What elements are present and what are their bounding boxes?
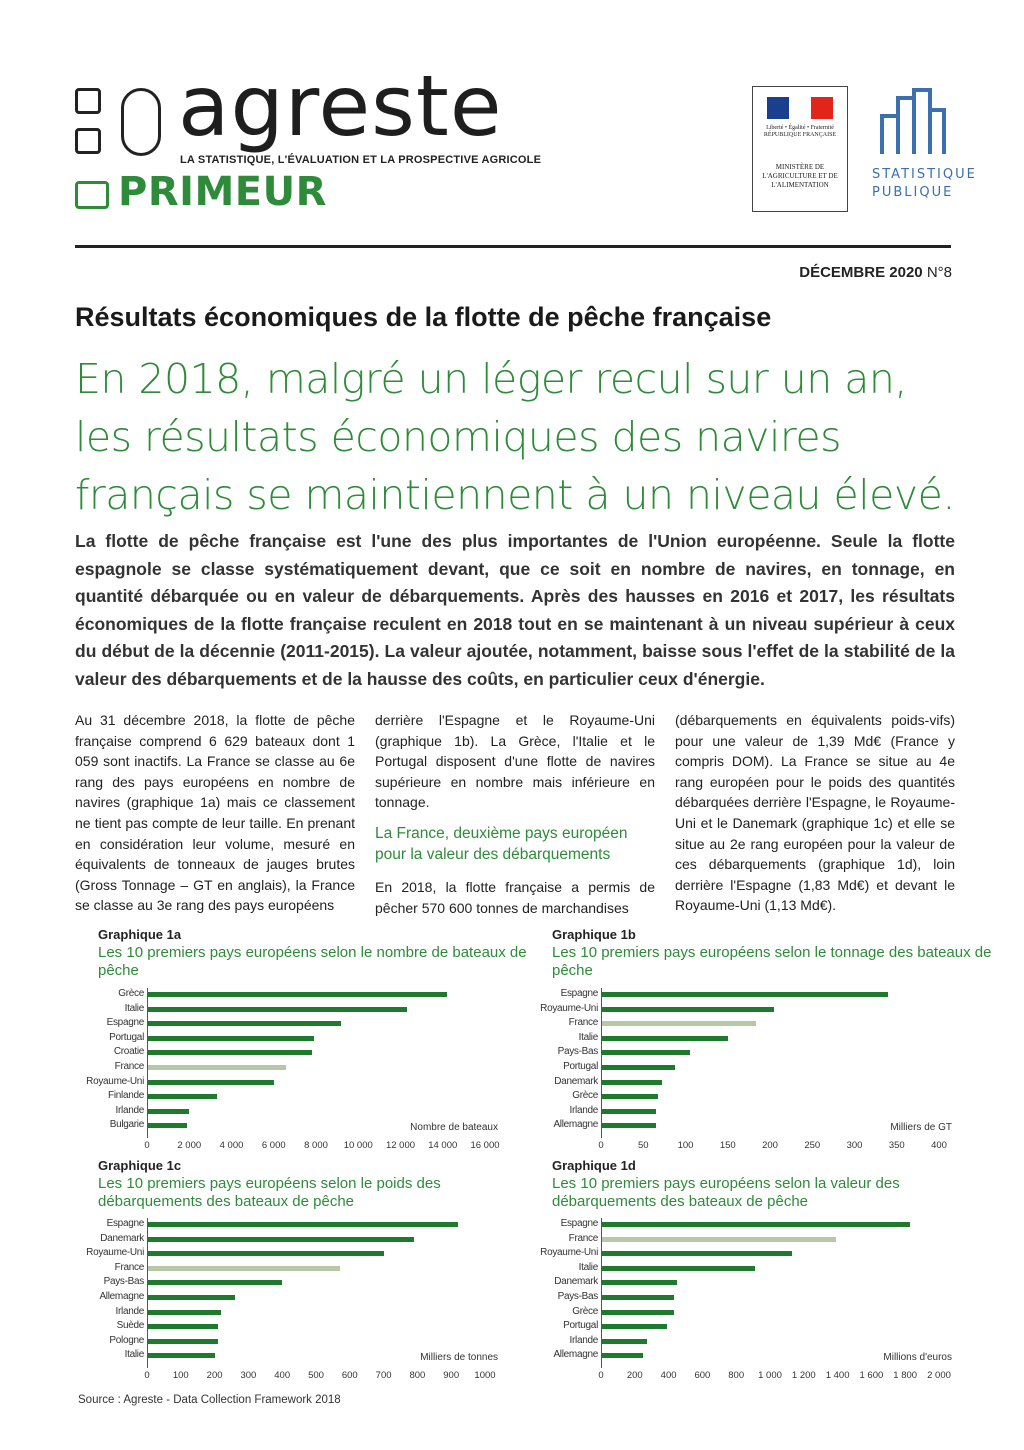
- french-flag-icon: [767, 97, 833, 119]
- bar: [601, 1109, 656, 1114]
- trend-icon: [75, 181, 109, 209]
- category-label: Irlande: [569, 1334, 598, 1346]
- tick-label: 400: [274, 1370, 291, 1381]
- bar: [147, 1094, 217, 1099]
- tick-label: 200: [206, 1370, 223, 1381]
- issue-date: [799, 264, 952, 281]
- bar: [147, 1007, 407, 1012]
- tick-label: 0: [144, 1140, 150, 1151]
- bar: [601, 1280, 677, 1285]
- category-label: Italie: [124, 1002, 144, 1014]
- category-label: Pays-Bas: [557, 1046, 598, 1058]
- column-2-text-b: En 2018, la flotte française a permis de pêcher 570 600 tonnes de marchandises: [375, 878, 655, 916]
- category-label: Bulgarie: [109, 1119, 144, 1131]
- bar: [601, 1324, 667, 1329]
- category-label: Finlande: [108, 1090, 144, 1102]
- bar: [147, 1222, 458, 1227]
- category-label: Suède: [116, 1320, 144, 1332]
- article-kicker: Résultats économiques de la flotte de pêche française: [75, 302, 772, 332]
- ministere-logo: [752, 86, 848, 212]
- category-label: Pologne: [109, 1334, 144, 1346]
- column-1-text: Au 31 décembre 2018, la flotte de pêche française comprend 6 629 bateaux dont 1 059 sont inactifs. La France se classe au 6e rang des pays européens en nombre de navires (graphique 1a) mais ce classement ne tient pas compte de leur taille. En prenant en considération leur volume, mesuré en équivalents de tonneaux de jauges brutes (Gross Tonnage – GT en anglais), la France se classe au 3e rang des pays européens: [75, 712, 355, 914]
- bar: [601, 1050, 690, 1055]
- column-2-subheading: La France, deuxième pays européen pour la valeur des débarquements: [375, 824, 628, 863]
- bar: [147, 1036, 314, 1041]
- tick-label: 1000: [474, 1370, 496, 1381]
- tick-label: 900: [443, 1370, 460, 1381]
- bar: [601, 1310, 674, 1315]
- tick-label: 10 000: [343, 1140, 373, 1151]
- leaf-icon: [121, 88, 161, 156]
- tick-label: 1 800: [893, 1370, 918, 1381]
- tick-label: 6 000: [261, 1140, 286, 1151]
- tick-label: 16 000: [470, 1140, 500, 1151]
- bar: [147, 1339, 218, 1344]
- category-label: Irlande: [115, 1305, 144, 1317]
- bar: [147, 1266, 340, 1271]
- chart-1b-plot: [504, 988, 956, 1150]
- buildings-icon: [880, 88, 946, 156]
- brand-name: agreste: [178, 57, 503, 155]
- bar: [601, 1094, 658, 1099]
- tick-label: 0: [598, 1140, 604, 1151]
- bar: [601, 1021, 756, 1026]
- bar: [601, 1353, 643, 1358]
- x-axis-unit: Nombre de bateaux: [410, 1122, 498, 1133]
- column-3: [675, 710, 955, 918]
- chart-1d-header: [552, 1158, 992, 1211]
- chart-1a-title: Les 10 premiers pays européens selon le nombre de bateaux de pêche: [98, 944, 527, 979]
- category-label: Italie: [578, 1031, 598, 1043]
- category-label: Grèce: [572, 1305, 598, 1317]
- issue-number: N°8: [926, 264, 952, 281]
- category-label: France: [114, 1261, 144, 1273]
- column-2-text-a: derrière l'Espagne et le Royaume-Uni (graphique 1b). La Grèce, l'Italie et le Portugal disposent d'une flotte de navires supérieure en nombre mais inférieure en tonnage.: [375, 712, 655, 811]
- bar: [147, 1237, 414, 1242]
- category-label: Danemark: [554, 1075, 598, 1087]
- bar: [147, 1324, 218, 1329]
- bar: [601, 1251, 792, 1256]
- tick-label: 350: [888, 1140, 905, 1151]
- category-label: Irlande: [115, 1104, 144, 1116]
- bar: [147, 1123, 187, 1128]
- column-2: [375, 710, 655, 918]
- brand-tagline: LA STATISTIQUE, L'ÉVALUATION ET LA PROSPECTIVE AGRICOLE: [180, 154, 542, 166]
- x-axis-unit: Milliers de GT: [890, 1122, 952, 1133]
- y-axis-line: [147, 988, 148, 1138]
- statpub-line1: STATISTIQUE: [872, 167, 977, 182]
- category-label: Espagne: [106, 1017, 144, 1029]
- tick-label: 0: [598, 1370, 604, 1381]
- tick-label: 250: [804, 1140, 821, 1151]
- article-lead: La flotte de pêche française est l'une des plus importantes de l'Union européenne. Seule la flotte espagnole se classe systématiquement devant, que ce soit en nombre de navires, en tonnage, en quantité débarquée ou en valeur de débarquements. Après des hausses en 2016 et 2017, les résultats économiques de la flotte française reculent en 2018 tout en se maintenant à un niveau supérieur à ceux du début de la décennie (2011-2015). La valeur ajoutée, notamment, baisse sous l'effet de la stabilité de la valeur des débarquements et de la hausse des coûts, en particulier ceux d'énergie.: [75, 531, 955, 689]
- chart-1a-header: [98, 927, 538, 980]
- category-label: France: [568, 1017, 598, 1029]
- ministere-republique: Liberté • Égalité • Fraternité RÉPUBLIQUE FRANÇAISE: [763, 125, 837, 139]
- category-label: Portugal: [109, 1031, 144, 1043]
- bar: [601, 1339, 647, 1344]
- chart-1d-label: Graphique 1d: [552, 1158, 636, 1173]
- statpub-line2: PUBLIQUE: [872, 184, 954, 200]
- bar: [147, 992, 447, 997]
- bar: [147, 1280, 282, 1285]
- category-label: Danemark: [554, 1276, 598, 1288]
- category-label: Grèce: [118, 988, 144, 999]
- category-label: Allemagne: [99, 1291, 144, 1302]
- ministere-name: MINISTÈRE DE L'AGRICULTURE ET DE L'ALIMENTATION: [762, 163, 838, 189]
- category-label: Irlande: [569, 1104, 598, 1116]
- chart-1c-label: Graphique 1c: [98, 1158, 182, 1173]
- category-label: Portugal: [563, 1320, 598, 1332]
- tick-label: 200: [762, 1140, 778, 1151]
- chart-1b-header: [552, 927, 992, 980]
- chart-1c-plot: [50, 1218, 502, 1380]
- tick-label: 100: [172, 1370, 189, 1381]
- bar: [147, 1353, 215, 1358]
- source-note: Source : Agreste - Data Collection Framework 2018: [78, 1394, 341, 1406]
- tick-label: 400: [931, 1140, 947, 1151]
- chart-1b-title: Les 10 premiers pays européens selon le tonnage des bateaux de pêche: [552, 944, 992, 979]
- tick-label: 150: [719, 1140, 736, 1151]
- tick-label: 800: [728, 1370, 745, 1381]
- bar: [601, 1237, 836, 1242]
- category-label: Danemark: [100, 1232, 144, 1244]
- bar: [601, 1123, 656, 1128]
- chart-1a-label: Graphique 1a: [98, 927, 182, 942]
- category-label: Royaume-Uni: [540, 1002, 598, 1014]
- tick-label: 600: [341, 1370, 358, 1381]
- tick-label: 0: [144, 1370, 150, 1381]
- bar: [147, 1065, 286, 1070]
- tick-label: 2 000: [177, 1140, 202, 1151]
- category-label: Allemagne: [553, 1119, 598, 1131]
- category-label: Portugal: [563, 1061, 598, 1072]
- header-rule: [75, 245, 951, 248]
- category-label: France: [114, 1061, 144, 1072]
- category-label: Pays-Bas: [557, 1291, 598, 1302]
- bar: [601, 1036, 728, 1041]
- category-label: Italie: [578, 1261, 598, 1273]
- series-name: PRIMEUR: [118, 169, 327, 215]
- column-3-text: (débarquements en équivalents poids-vifs) pour une valeur de 1,39 Md€ (France y compris DOM). La France se situe au 4e rang européen pour le poids des quantités débarquées derrière l'Espagne, le Royaume-Uni et le Danemark (graphique 1c) et elle se situe au 2e rang européen pour la valeur de ces débarquements (graphique 1d), loin derrière l'Espagne (1,83 Md€) et devant le Royaume-Uni (1,13 Md€).: [675, 712, 955, 914]
- category-label: Royaume-Uni: [540, 1247, 598, 1259]
- bar: [601, 992, 888, 997]
- chart-1d-title: Les 10 premiers pays européens selon la valeur des débarquements des bateaux de pêche: [552, 1175, 900, 1210]
- tick-label: 200: [626, 1370, 643, 1381]
- tick-label: 12 000: [385, 1140, 416, 1151]
- tick-label: 100: [677, 1140, 694, 1151]
- tick-label: 1 200: [791, 1370, 816, 1381]
- bar: [147, 1295, 235, 1300]
- chart-1c-title: Les 10 premiers pays européens selon le poids des débarquements des bateaux de pêche: [98, 1175, 441, 1210]
- y-axis-line: [601, 988, 602, 1138]
- bar: [601, 1295, 674, 1300]
- tick-label: 2 000: [927, 1370, 951, 1381]
- tick-label: 1 400: [825, 1370, 850, 1381]
- tick-label: 400: [660, 1370, 677, 1381]
- issue-month: DÉCEMBRE 2020: [799, 264, 923, 281]
- tick-label: 14 000: [428, 1140, 458, 1151]
- chart-1b-label: Graphique 1b: [552, 927, 636, 942]
- category-label: Espagne: [560, 1218, 598, 1229]
- percent-icon: [75, 128, 101, 154]
- x-axis-unit: Milliers de tonnes: [420, 1352, 498, 1363]
- article-headline: En 2018, malgré un léger recul sur un an, les résultats économiques des navires français se maintiennent à un niveau élevé.: [75, 355, 955, 519]
- y-axis-line: [147, 1218, 148, 1368]
- chart-1a-plot: [50, 988, 502, 1150]
- bar: [601, 1222, 910, 1227]
- category-label: Royaume-Uni: [86, 1247, 144, 1259]
- tick-label: 50: [637, 1140, 649, 1151]
- category-label: Espagne: [560, 988, 598, 999]
- tick-label: 8 000: [304, 1140, 328, 1151]
- bar: [147, 1080, 274, 1085]
- tick-label: 700: [375, 1370, 392, 1381]
- category-label: Pays-Bas: [103, 1276, 144, 1288]
- chart-1d-plot: [504, 1218, 956, 1380]
- article-columns: [75, 710, 955, 918]
- bar: [147, 1050, 312, 1055]
- chart-1c-header: [98, 1158, 538, 1211]
- y-axis-line: [601, 1218, 602, 1368]
- bar: [147, 1251, 384, 1256]
- column-1: [75, 710, 355, 918]
- tick-label: 300: [240, 1370, 257, 1381]
- category-label: Italie: [124, 1349, 144, 1361]
- x-axis-unit: Millions d'euros: [883, 1352, 952, 1363]
- category-label: Croatie: [113, 1046, 144, 1058]
- tick-label: 4 000: [219, 1140, 244, 1151]
- bar: [147, 1109, 189, 1114]
- tick-label: 800: [409, 1370, 426, 1381]
- bar: [147, 1021, 341, 1026]
- statistique-publique-logo: [872, 88, 977, 208]
- tick-label: 500: [308, 1370, 324, 1381]
- category-label: Grèce: [572, 1090, 598, 1102]
- category-label: France: [568, 1232, 598, 1244]
- bar: [601, 1080, 662, 1085]
- tick-label: 300: [846, 1140, 863, 1151]
- bar: [601, 1007, 774, 1012]
- bar: [147, 1310, 221, 1315]
- bar: [601, 1065, 675, 1070]
- category-label: Royaume-Uni: [86, 1075, 144, 1087]
- category-label: Allemagne: [553, 1349, 598, 1361]
- agreste-logo-icons: [75, 88, 171, 168]
- bar-chart-icon: [75, 88, 101, 114]
- tick-label: 600: [694, 1370, 711, 1381]
- bar: [601, 1266, 755, 1271]
- tick-label: 1 000: [758, 1370, 782, 1381]
- tick-label: 1 600: [859, 1370, 884, 1381]
- category-label: Espagne: [106, 1218, 144, 1229]
